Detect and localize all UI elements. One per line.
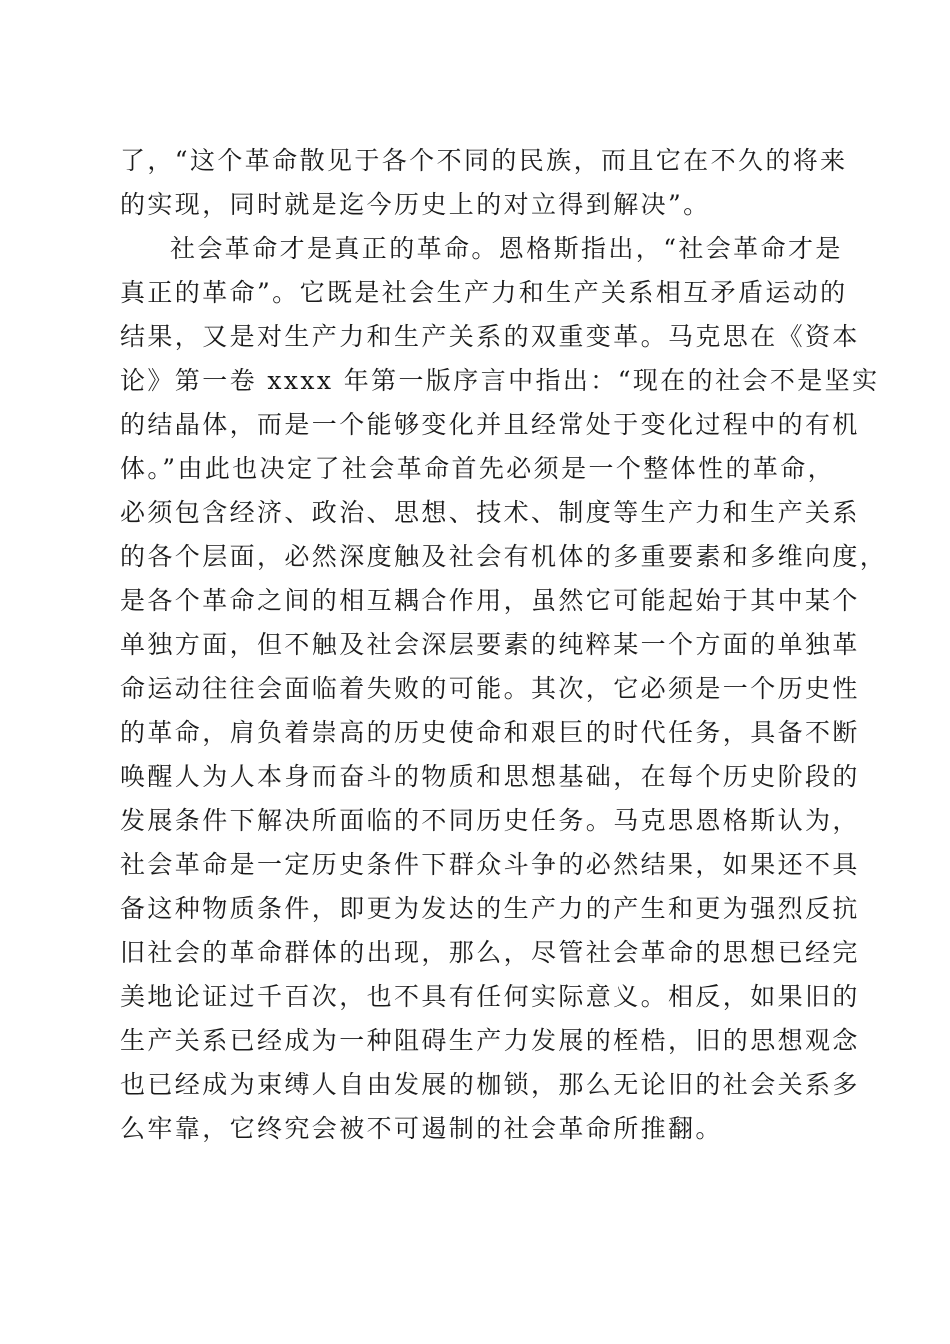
text-line: 论》第一卷 xxxx 年第一版序言中指出：“现在的社会不是坚实 — [120, 366, 880, 395]
text-line: 生产关系已经成为一种阻碍生产力发展的桎梏，旧的思想观念 — [120, 1026, 860, 1055]
text-line: 的结晶体，而是一个能够变化并且经常处于变化过程中的有机 — [120, 410, 860, 439]
body-text — [120, 139, 888, 1151]
text-line: 体。”由此也决定了社会革命首先必须是一个整体性的革命， — [120, 454, 836, 483]
text-line: 的实现，同时就是迄今历史上的对立得到解决”。 — [120, 190, 711, 219]
text-line: 的革命，肩负着崇高的历史使命和艰巨的时代任务，具备不断 — [120, 718, 860, 747]
paragraph-1 — [120, 139, 848, 227]
text-line: 美地论证过千百次，也不具有任何实际意义。相反，如果旧的 — [120, 982, 860, 1011]
text-line: 了，“这个革命散见于各个不同的民族，而且它在不久的将来 — [120, 146, 848, 175]
paragraph-2 — [120, 227, 888, 1151]
text-line: 也已经成为束缚人自由发展的枷锁，那么无论旧的社会关系多 — [120, 1070, 860, 1099]
text-line: 社会革命是一定历史条件下群众斗争的必然结果，如果还不具 — [120, 850, 860, 879]
text-line: 么牢靠，它终究会被不可遏制的社会革命所推翻。 — [120, 1114, 723, 1143]
text-line: 社会革命才是真正的革命。恩格斯指出，“社会革命才是 — [170, 234, 843, 263]
text-line: 备这种物质条件，即更为发达的生产力的产生和更为强烈反抗 — [120, 894, 860, 923]
text-line: 的各个层面，必然深度触及社会有机体的多重要素和多维向度， — [120, 542, 888, 571]
text-line: 发展条件下解决所面临的不同历史任务。马克思恩格斯认为， — [120, 806, 860, 835]
text-line: 结果，又是对生产力和生产关系的双重变革。马克思在《资本 — [120, 322, 860, 351]
text-line: 单独方面，但不触及社会深层要素的纯粹某一个方面的单独革 — [120, 630, 860, 659]
text-line: 唤醒人为人本身而奋斗的物质和思想基础，在每个历史阶段的 — [120, 762, 860, 791]
text-line: 必须包含经济、政治、思想、技术、制度等生产力和生产关系 — [120, 498, 860, 527]
text-line: 旧社会的革命群体的出现，那么，尽管社会革命的思想已经完 — [120, 938, 860, 967]
text-line: 真正的革命”。它既是社会生产力和生产关系相互矛盾运动的 — [120, 278, 848, 307]
text-line: 是各个革命之间的相互耦合作用，虽然它可能起始于其中某个 — [120, 586, 860, 615]
text-line: 命运动往往会面临着失败的可能。其次，它必须是一个历史性 — [120, 674, 860, 703]
